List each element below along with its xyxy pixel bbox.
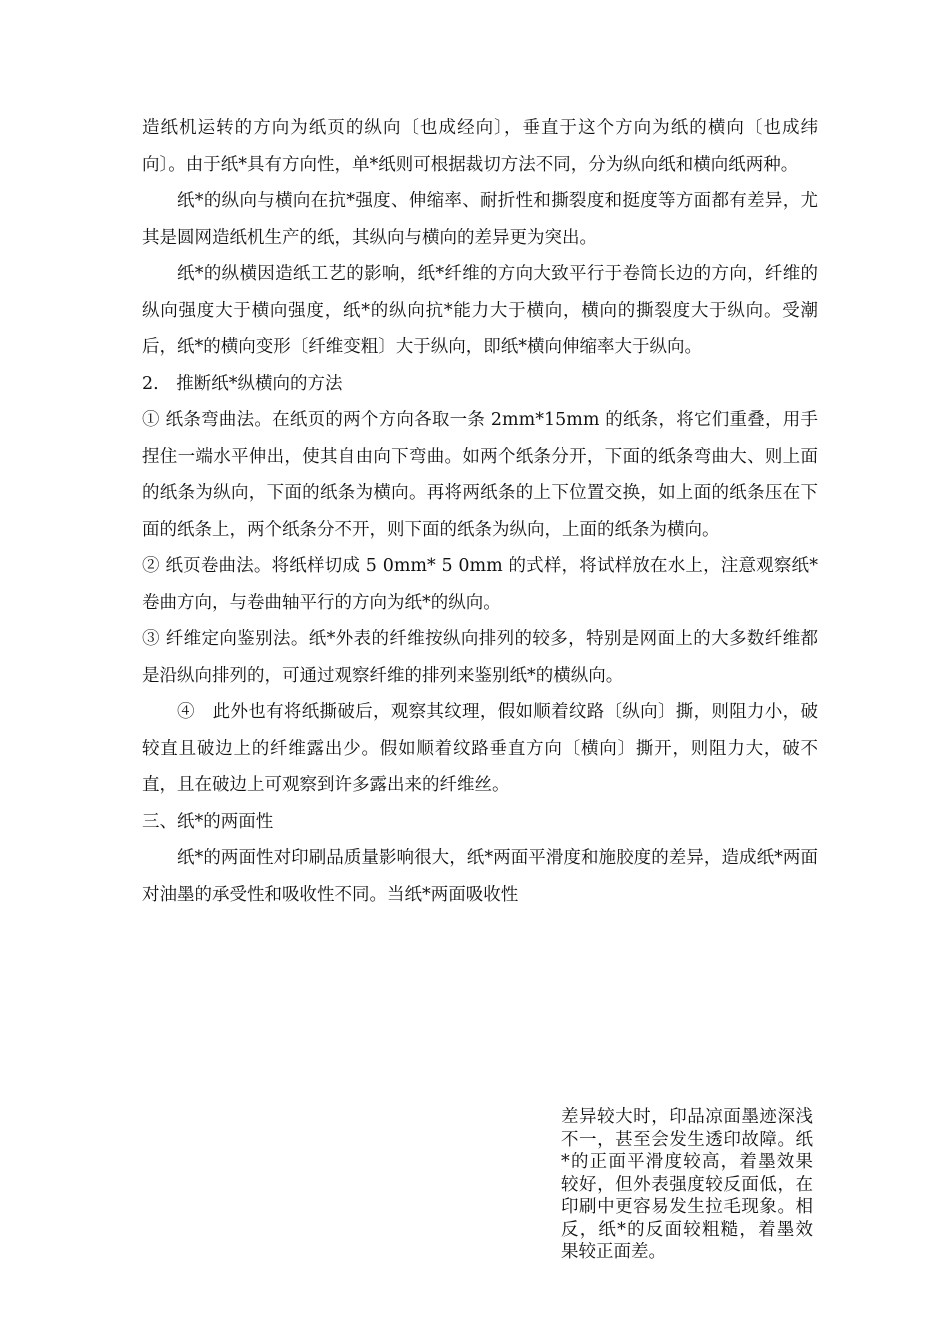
side-note-continuation: 差异较大时，印品凉面墨迹深浅不一，甚至会发生透印故障。纸*的正面平滑度较高，着墨效果较好，但外表强度较反面低，在印刷中更容易发生拉毛现象。相反，纸*的反面较粗糙，着墨效果较正面差。 (561, 1107, 813, 1262)
paragraph-fiber-direction: 纸*的纵横因造纸工艺的影响，纸*纤维的方向大致平行于卷筒长边的方向，纤维的纵向强度大于横向强度，纸*的纵向抗*能力大于横向，横向的撕裂度大于纵向。受潮后，纸*的横向变形〔纤维变粗〕大于纵向，即纸*横向伸缩率大于纵向。 (142, 264, 818, 357)
method-fiber-orientation: ③ 纤维定向鉴别法。纸*外表的纤维按纵向排列的较多，特别是网面上的大多数纤维都是沿纵向排列的，可通过观察纤维的排列来鉴别纸*的横纵向。 (142, 629, 818, 686)
method-tearing: ④ 此外也有将纸撕破后，观察其纹理，假如顺着纹路〔纵向〕撕，则阻力小，破较直且破边上的纤维露出少。假如顺着纹路垂直方向〔横向〕撕开，则阻力大，破不直，且在破边上可观察到许多露出来的纤维丝。 (142, 702, 818, 795)
paragraph-two-sidedness: 纸*的两面性对印刷品质量影响很大，纸*两面平滑度和施胶度的差异，造成纸*两面对油墨的承受性和吸收性不同。当纸*两面吸收性 (142, 848, 818, 905)
section-heading-methods: 2. 推断纸*纵横向的方法 (142, 373, 343, 394)
body-text (142, 110, 818, 913)
method-strip-bending: ① 纸条弯曲法。在纸页的两个方向各取一条 2mm*15mm 的纸条，将它们重叠，用手捏住一端水平伸出，使其自由向下弯曲。如两个纸条分开，下面的纸条弯曲大、则上面的纸条为纵向，下面的纸条为横向。再将两纸条的上下位置交换，如上面的纸条压在下面的纸条上，两个纸条分不开，则下面的纸条为纵向，上面的纸条为横向。 (142, 410, 818, 540)
section-heading-two-sidedness: 三、纸*的两面性 (142, 811, 274, 832)
paragraph-strength-difference: 纸*的纵向与横向在抗*强度、伸缩率、耐折性和撕裂度和挺度等方面都有差异，尤其是圆网造纸机生产的纸，其纵向与横向的差异更为突出。 (142, 191, 818, 248)
method-sheet-curling: ② 纸页卷曲法。将纸样切成 5 0mm* 5 0mm 的式样，将试样放在水上，注意观察纸*卷曲方向，与卷曲轴平行的方向为纸*的纵向。 (142, 556, 818, 613)
paragraph-machine-direction: 造纸机运转的方向为纸页的纵向〔也成经向〕，垂直于这个方向为纸的横向〔也成纬向〕。由于纸*具有方向性，单*纸则可根据裁切方法不同，分为纵向纸和横向纸两种。 (142, 118, 818, 175)
